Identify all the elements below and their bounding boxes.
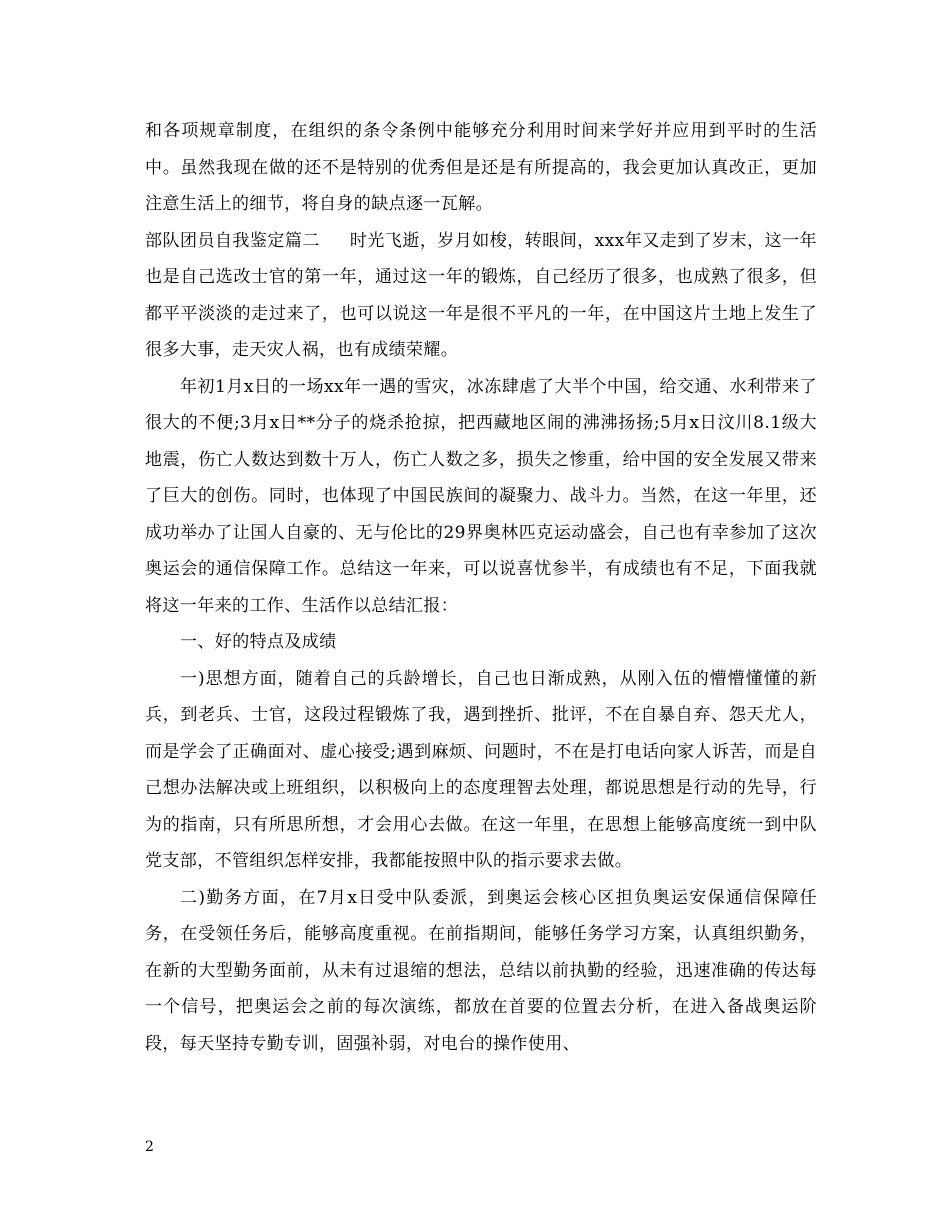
paragraph-text: 时光飞逝，岁月如梭，转眼间，xxx年又走到了岁末，这一年也是自己选改士官的第一年，通过这一年的锻炼，自己经历了很多，也成熟了很多，但都平平淡淡的走过来了，也可以说这一年是很不平凡的一年，在中国这片土地上发生了很多大事，走天灾人祸，也有成绩荣耀。 bbox=[145, 230, 818, 360]
page-number: 2 bbox=[145, 1139, 154, 1155]
paragraph-continuation: 和各项规章制度，在组织的条令条例中能够充分利用时间来学好并应用到平时的生活中。虽然我现在做的还不是特别的优秀但是还是有所提高的，我会更加认真改正，更加注意生活上的细节，将自身的缺点逐一瓦解。 bbox=[145, 121, 817, 214]
subheading-achievements: 一、好的特点及成绩 bbox=[180, 632, 337, 652]
paragraph-duty: 二)勤务方面，在7月x日受中队委派，到奥运会核心区担负奥运安保通信保障任务，在受领任务后，能够高度重视。在前指期间，能够任务学习方案，认真组织勤务，在新的大型勤务面前，从未有过退缩的想法，总结以前执勤的经验，迅速准确的传达每一个信号，把奥运会之前的每次演练，都放在首要的位置去分析，在进入备战奥运阶段，每天坚持专勤专训，固强补弱，对电台的操作使用、 bbox=[145, 887, 817, 1054]
paragraph-thought: 一)思想方面，随着自己的兵龄增长，自己也日渐成熟，从刚入伍的懵懵懂懂的新兵，到老兵、士官，这段过程锻炼了我，遇到挫折、批评，不在自暴自弃、怨天尤人，而是学会了正确面对、虚心接受;遇到麻烦、问题时，不在是打电话向家人诉苦，而是自己想办法解决或上班组织，以积极向上的态度理智去处理，都说思想是行动的先导，行为的指南，只有所思所想，才会用心去做。在这一年里，在思想上能够高度统一到中队党支部，不管组织怎样安排，我都能按照中队的指示要求去做。 bbox=[145, 668, 817, 871]
document-body bbox=[145, 113, 817, 1062]
paragraph-year-events: 年初1月x日的一场xx年一遇的雪灾，冰冻肆虐了大半个中国，给交通、水利带来了很大的不便;3月x日**分子的烧杀抢掠，把西藏地区闹的沸沸扬扬;5月x日汶川8.1级大地震，伤亡人数达到数十万人，伤亡人数之多，损失之惨重，给中国的安全发展又带来了巨大的创伤。同时，也体现了中国民族间的凝聚力、战斗力。当然，在这一年里，还成功举办了让国人自豪的、无与伦比的29界奥林匹克运动盛会，自己也有幸参加了这次奥运会的通信保障工作。总结这一年来，可以说喜忧参半，有成绩也有不足，下面我就将这一年来的工作、生活作以总结汇报： bbox=[145, 376, 817, 616]
paragraph-section-two-intro bbox=[145, 223, 817, 369]
section-heading: 部队团员自我鉴定篇二 bbox=[145, 230, 320, 251]
